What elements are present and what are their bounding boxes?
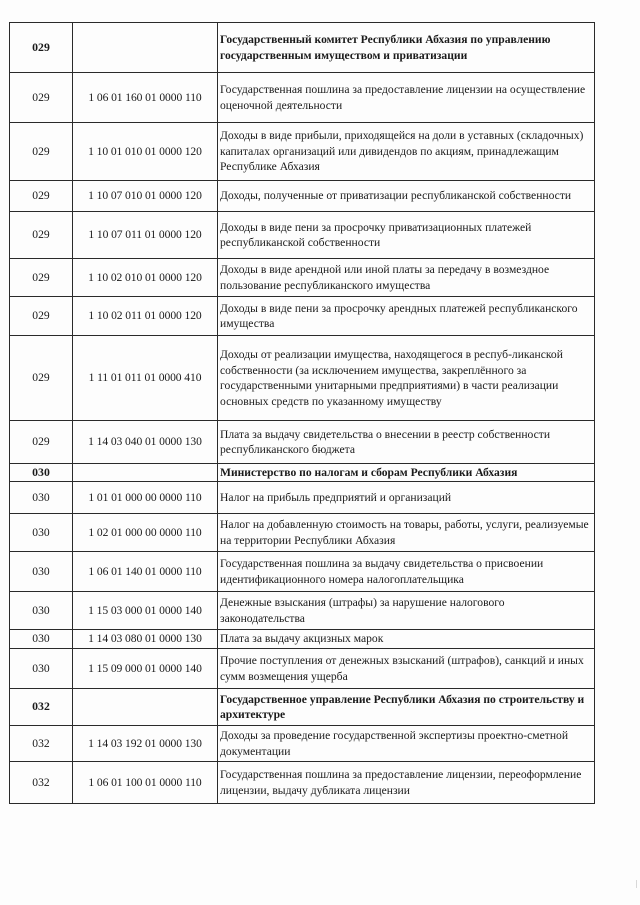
admin-code-cell: 032 [10,762,73,804]
admin-code-cell: 029 [10,73,73,123]
description-cell: Плата за выдачу свидетельства о внесении в реестр собственности республиканского бюджета [218,421,595,464]
table-row [10,336,595,421]
kbk-code-cell: 1 06 01 100 01 0000 110 [73,762,218,804]
kbk-code-cell [73,464,218,482]
kbk-code-cell [73,23,218,73]
kbk-code-cell: 1 10 02 011 01 0000 120 [73,297,218,336]
table-row [10,552,595,592]
admin-code-cell: 030 [10,592,73,630]
table-row [10,421,595,464]
kbk-code-cell: 1 02 01 000 00 0000 110 [73,514,218,552]
section-header-row [10,689,595,726]
table-row [10,212,595,259]
scan-artifact [636,880,637,888]
kbk-code-cell: 1 01 01 000 00 0000 110 [73,482,218,514]
section-header-row [10,464,595,482]
description-cell: Налог на прибыль предприятий и организаций [218,482,595,514]
table-row [10,482,595,514]
kbk-code-cell: 1 06 01 160 01 0000 110 [73,73,218,123]
description-cell: Доходы от реализации имущества, находящегося в респуб-ликанской собственности (за исключением имущества, закреплённого за государственными унитарными предприятиями) в части реализации основных средств по указанному имуществу [218,336,595,421]
admin-code-cell: 029 [10,259,73,297]
description-cell: Денежные взыскания (штрафы) за нарушение налогового законодательства [218,592,595,630]
kbk-code-cell: 1 14 03 040 01 0000 130 [73,421,218,464]
description-cell: Министерство по налогам и сборам Республики Абхазия [218,464,595,482]
admin-code-cell: 032 [10,689,73,726]
admin-code-cell: 030 [10,464,73,482]
admin-code-cell: 030 [10,514,73,552]
kbk-code-cell: 1 06 01 140 01 0000 110 [73,552,218,592]
table-row [10,297,595,336]
description-cell: Доходы в виде прибыли, приходящейся на доли в уставных (складочных) капиталах организаций или дивидендов по акциям, принадлежащим Республике Абхазия [218,123,595,181]
kbk-code-cell: 1 11 01 011 01 0000 410 [73,336,218,421]
kbk-code-cell: 1 10 01 010 01 0000 120 [73,123,218,181]
admin-code-cell: 030 [10,482,73,514]
kbk-code-cell: 1 10 07 010 01 0000 120 [73,181,218,212]
description-cell: Государственная пошлина за предоставление лицензии, переоформление лицензии, выдачу дубликата лицензии [218,762,595,804]
admin-code-cell: 029 [10,336,73,421]
admin-code-cell: 029 [10,23,73,73]
admin-code-cell: 030 [10,552,73,592]
table-body [10,23,595,804]
kbk-code-cell [73,689,218,726]
admin-code-cell: 029 [10,181,73,212]
description-cell: Плата за выдачу акцизных марок [218,630,595,649]
description-cell: Государственная пошлина за предоставление лицензии на осуществление оценочной деятельности [218,73,595,123]
description-cell: Доходы, полученные от приватизации республиканской собственности [218,181,595,212]
kbk-code-cell: 1 15 09 000 01 0000 140 [73,649,218,689]
admin-code-cell: 029 [10,123,73,181]
table-row [10,123,595,181]
table-row [10,514,595,552]
table-row [10,649,595,689]
table-row [10,73,595,123]
table-row [10,726,595,762]
description-cell: Налог на добавленную стоимость на товары, работы, услуги, реализуемые на территории Республики Абхазия [218,514,595,552]
kbk-code-cell: 1 15 03 000 01 0000 140 [73,592,218,630]
admin-code-cell: 029 [10,421,73,464]
table-row [10,592,595,630]
admin-code-cell: 032 [10,726,73,762]
admin-code-cell: 030 [10,630,73,649]
table-row [10,259,595,297]
kbk-code-cell: 1 10 02 010 01 0000 120 [73,259,218,297]
admin-code-cell: 029 [10,212,73,259]
admin-code-cell: 029 [10,297,73,336]
description-cell: Государственная пошлина за выдачу свидетельства о присвоении идентификационного номера налогоплательщика [218,552,595,592]
section-header-row [10,23,595,73]
description-cell: Доходы в виде пени за просрочку арендных платежей республиканского имущества [218,297,595,336]
table-row [10,762,595,804]
description-cell: Государственный комитет Республики Абхазия по управлению государственным имуществом и приватизации [218,23,595,73]
kbk-code-cell: 1 10 07 011 01 0000 120 [73,212,218,259]
table-row [10,181,595,212]
table-row [10,630,595,649]
description-cell: Государственное управление Республики Абхазия по строительству и архитектуре [218,689,595,726]
description-cell: Доходы в виде пени за просрочку приватизационных платежей республиканской собственности [218,212,595,259]
admin-code-cell: 030 [10,649,73,689]
description-cell: Доходы за проведение государственной экспертизы проектно-сметной документации [218,726,595,762]
description-cell: Доходы в виде арендной или иной платы за передачу в возмездное пользование республиканского имущества [218,259,595,297]
kbk-code-cell: 1 14 03 080 01 0000 130 [73,630,218,649]
kbk-code-cell: 1 14 03 192 01 0000 130 [73,726,218,762]
revenue-codes-table [9,22,595,804]
description-cell: Прочие поступления от денежных взысканий (штрафов), санкций и иных сумм возмещения ущерба [218,649,595,689]
